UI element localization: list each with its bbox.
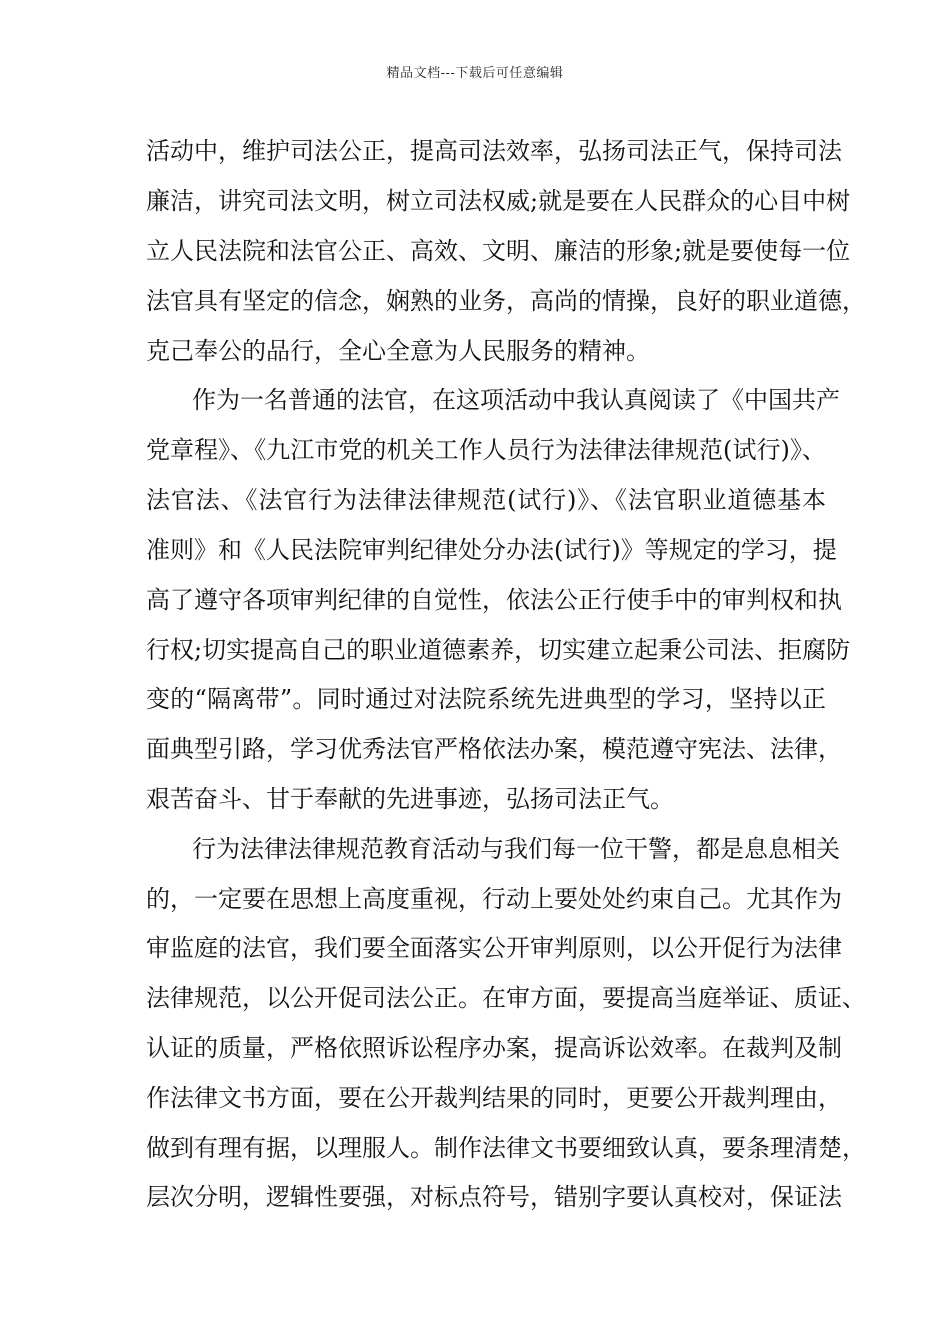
text-line: 党章程》、《九江市党的机关工作人员行为法律法律规范(试行)》、 — [146, 436, 826, 464]
text-line: 行为法律法律规范教育活动与我们每一位干警，都是息息相关 — [192, 835, 840, 863]
text-line: 做到有理有据，以理服人。制作法律文书要细致认真，要条理清楚， — [146, 1134, 866, 1162]
text-line: 层次分明，逻辑性要强，对标点符号，错别字要认真校对，保证法 — [146, 1183, 842, 1211]
text-line: 审监庭的法官，我们要全面落实公开审判原则，以公开促行为法律 — [146, 934, 842, 962]
text-line: 活动中，维护司法公正，提高司法效率，弘扬司法正气，保持司法 — [146, 137, 842, 165]
text-line: 准则》和《人民法院审判纪律处分办法(试行)》等规定的学习，提 — [146, 536, 837, 564]
text-line: 法律规范，以公开促司法公正。在审方面，要提高当庭举证、质证、 — [146, 984, 866, 1012]
text-line: 作法律文书方面，要在公开裁判结果的同时，更要公开裁判理由， — [146, 1084, 842, 1112]
text-line: 艰苦奋斗、甘于奉献的先进事迹，弘扬司法正气。 — [146, 785, 674, 813]
text-line: 面典型引路，学习优秀法官严格依法办案，模范遵守宪法、法律， — [146, 735, 842, 763]
text-line: 认证的质量，严格依照诉讼程序办案，提高诉讼效率。在裁判及制 — [146, 1034, 842, 1062]
text-line: 克己奉公的品行，全心全意为人民服务的精神。 — [146, 337, 650, 365]
text-line: 的，一定要在思想上高度重视，行动上要处处约束自己。尤其作为 — [146, 885, 842, 913]
text-line: 变的“隔离带”。同时通过对法院系统先进典型的学习，坚持以正 — [146, 685, 826, 713]
text-line: 廉洁，讲究司法文明，树立司法权威;就是要在人民群众的心目中树 — [146, 187, 851, 215]
text-line: 作为一名普通的法官，在这项活动中我认真阅读了《中国共产 — [192, 386, 840, 414]
text-line: 高了遵守各项审判纪律的自觉性，依法公正行使手中的审判权和执 — [146, 586, 842, 614]
text-line: 行权;切实提高自己的职业道德素养，切实建立起秉公司法、拒腐防 — [146, 636, 851, 664]
text-line: 法官法、《法官行为法律法律规范(试行)》、《法官职业道德基本 — [146, 486, 826, 514]
text-line: 立人民法院和法官公正、高效、文明、廉洁的形象;就是要使每一位 — [146, 237, 851, 265]
text-line: 法官具有坚定的信念，娴熟的业务，高尚的情操，良好的职业道德， — [146, 287, 866, 315]
page-header: 精品文档---下载后可任意编辑 — [386, 66, 564, 81]
